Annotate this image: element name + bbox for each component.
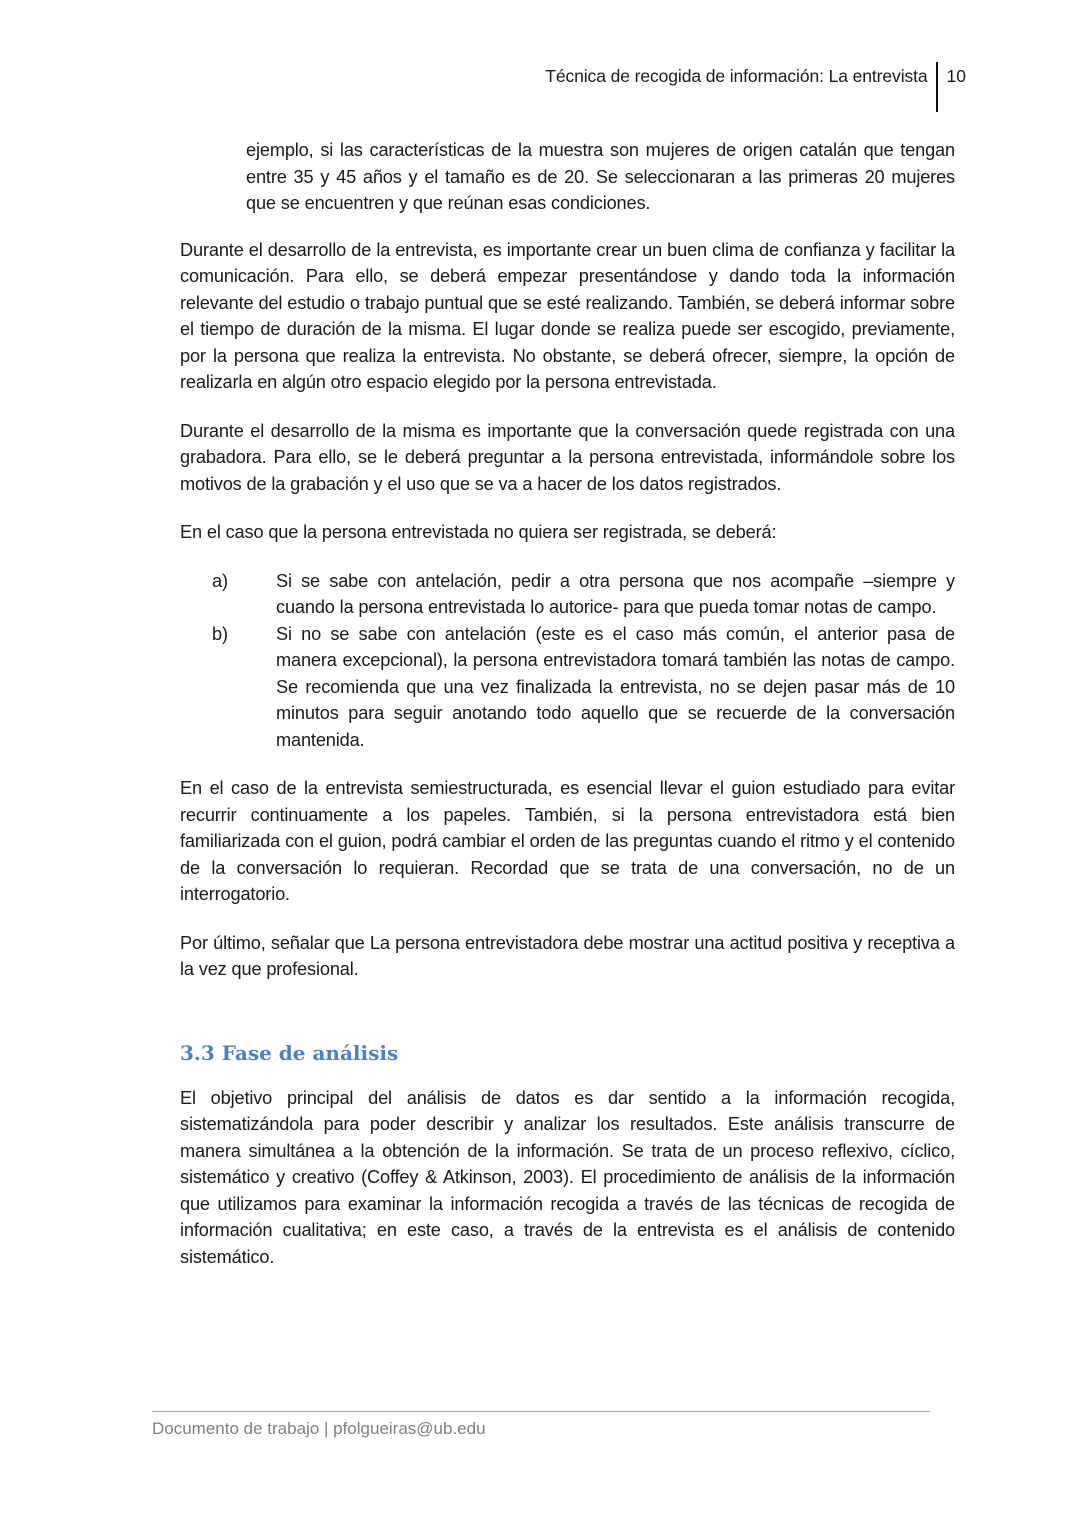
list-marker: b) [212, 623, 228, 644]
page-header [545, 62, 966, 112]
list-item [180, 568, 955, 621]
list-item-text: Si no se sabe con antelación (este es el caso más común, el anterior pasa de manera excepcional), la persona entrevistadora tomará también las notas de campo. Se recomienda que una vez finalizada la entrevista, no se dejen pasar más de 10 minutos para seguir anotando todo aquello que se recuerde de la conversación mantenida. [276, 623, 955, 750]
options-list [180, 568, 955, 754]
continuation-paragraph: ejemplo, si las características de la muestra son mujeres de origen catalán que tengan entre 35 y 45 años y el tamaño es de 20. Se seleccionaran a las primeras 20 mujeres que se encuentren y que reúnan esas condiciones. [246, 140, 955, 213]
page-body [180, 137, 955, 1292]
list-item [180, 621, 955, 754]
list-marker: a) [212, 570, 228, 591]
section-heading: 3.3 Fase de análisis [180, 1040, 399, 1065]
paragraph-attitude: Por último, señalar que La persona entrevistadora debe mostrar una actitud positiva y receptiva a la vez que profesional. [180, 932, 955, 979]
paragraph-recording: Durante el desarrollo de la misma es importante que la conversación quede registrada con una grabadora. Para ello, se le deberá preguntar a la persona entrevistada, informándole sobre los motivos de la grabación y el uso que se va a hacer de los datos registrados. [180, 420, 955, 494]
paragraph-no-recording-intro: En el caso que la persona entrevistada no quiera ser registrada, se deberá: [180, 522, 777, 542]
running-title: Técnica de recogida de información: La entrevista [545, 66, 928, 86]
page-footer [152, 1411, 930, 1442]
paragraph-analysis: El objetivo principal del análisis de datos es dar sentido a la información recogida, sistematizándola para poder describir y analizar los resultados. Este análisis transcurre de manera simultánea a la obtención de la información. Se trata de un proceso reflexivo, cíclico, sistemático y creativo (Coffey & Atkinson, 2003). El procedimiento de análisis de la información que utilizamos para examinar la información recogida a través de las técnicas de recogida de información cualitativa; en este caso, a través de la entrevista es el análisis de contenido sistemático. [180, 1087, 955, 1267]
footer-divider [152, 1411, 930, 1412]
page-number: 10 [946, 66, 966, 86]
footer-text: Documento de trabajo | pfolgueiras@ub.edu [152, 1419, 486, 1438]
list-item-text: Si se sabe con antelación, pedir a otra persona que nos acompañe –siempre y cuando la persona entrevistada lo autorice- para que pueda tomar notas de campo. [276, 570, 955, 617]
paragraph-semistructured: En el caso de la entrevista semiestructurada, es esencial llevar el guion estudiado para evitar recurrir continuamente a los papeles. También, si la persona entrevistadora está bien familiarizada con el guion, podrá cambiar el orden de las preguntas cuando el ritmo y el contenido de la conversación lo requieran. Recordad que se trata de una conversación, no de un interrogatorio. [180, 778, 955, 904]
paragraph-interview-climate: Durante el desarrollo de la entrevista, es importante crear un buen clima de confianza y facilitar la comunicación. Para ello, se deberá empezar presentándose y dando toda la información relevante del estudio o trabajo puntual que se esté realizando. También, se deberá informar sobre el tiempo de duración de la misma. El lugar donde se realiza puede ser escogido, previamente, por la persona que realiza la entrevista. No obstante, se deberá ofrecer, siempre, la opción de realizarla en algún otro espacio elegido por la persona entrevistada. [180, 239, 955, 392]
